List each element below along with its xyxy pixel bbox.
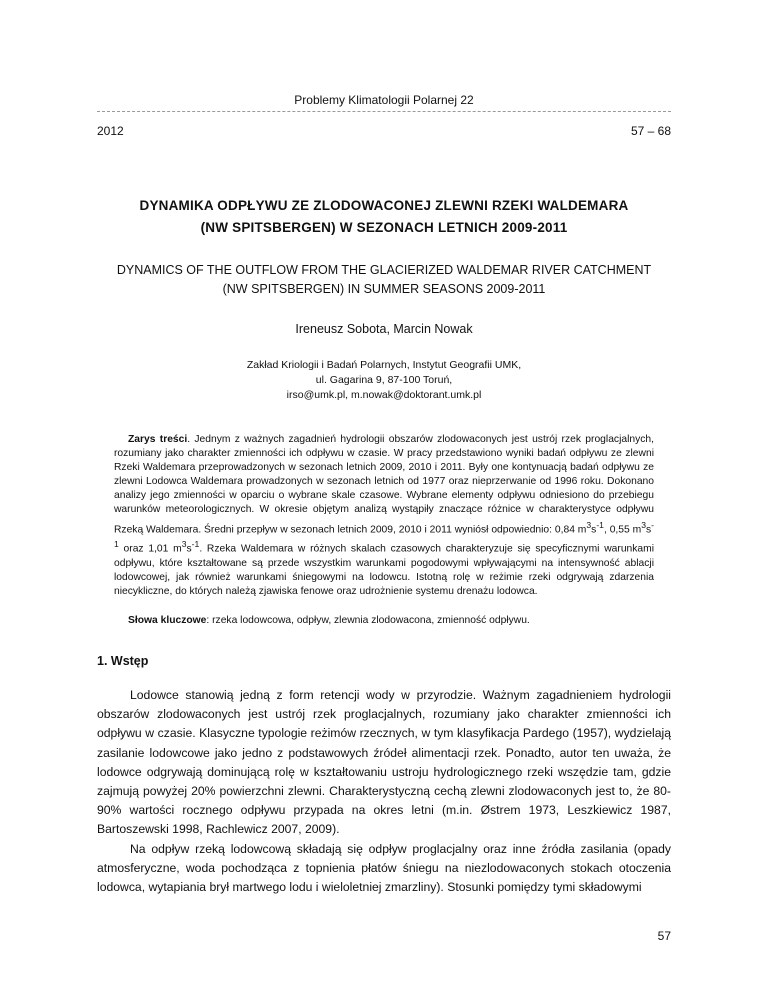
title-english-line-1: DYNAMICS OF THE OUTFLOW FROM THE GLACIERIZED WALDEMAR RIVER CATCHMENT <box>116 263 652 277</box>
section-heading: 1. Wstęp <box>97 654 149 668</box>
unit-superscript: -1 <box>114 519 654 550</box>
page-range: 57 – 68 <box>630 124 671 138</box>
paragraph: Lodowce stanowią jedną z form retencji wody w przyrodzie. Ważnym zagadnieniem hydrologii obszarów zlodowaconych jest ustrój rzek proglacjalnych, rozumiany jako charakter zmienności ich odpływu w czasie. Klasyczne typologie reżimów rzecznych, w tym klasyfikacja Pardego (1957), wydzielają zasilanie lodowcowe jako jedno z podstawowych źródeł alimentacji rzek. Ponadto, autor ten uważa, że lodowce odgrywają dominującą rolę w kształtowaniu ustroju hydrologicznego rzeki wszędzie tam, gdzie zajmują powyżej 20% powierzchni zlewni. Charakterystyczną cechą zlewni zlodowaconych jest to, że 80-90% wartości rocznego odpływu przypada na okres letni (m.in. Østrem 1973, Leszkiewicz 1987, Bartoszewski 1998, Rachlewicz 2007, 2009). <box>97 688 671 837</box>
journal-name: Problemy Klimatologii Polarnej 22 <box>294 93 474 107</box>
abstract-text: . Rzeka Waldemara w różnych skalach czasowych charakteryzuje się specyficznymi warunkami odpływu, które kształtowane są przede wszystkim warunkami pogodowymi wpływającymi na intensywność ablacji lodowcowej, jak również warunkami śniegowymi na lodowcu. Istotną rolę w reżimie rzeki odgrywają zdarzenia niecykliczne, do których należą zjawiska fenowe oraz udrożnienie systemu drenażu lodowca. <box>114 543 655 597</box>
publication-year: 2012 <box>97 124 124 138</box>
title-polish <box>97 195 671 239</box>
title-polish-line-2: (NW SPITSBERGEN) W SEZONACH LETNICH 2009-2011 <box>200 220 568 235</box>
abstract-text: , 0,55 m <box>603 523 642 535</box>
affiliation-line-1: Zakład Kriologii i Badań Polarnych, Instytut Geografii UMK, <box>246 359 522 371</box>
title-english <box>97 261 671 299</box>
keywords-label: Słowa kluczowe <box>128 615 207 626</box>
abstract-label: Zarys treści <box>128 434 188 445</box>
body-text <box>97 686 671 897</box>
abstract <box>114 433 654 599</box>
title-polish-line-1: DYNAMIKA ODPŁYWU ZE ZLODOWACONEJ ZLEWNI RZEKI WALDEMARA <box>139 198 629 213</box>
unit-superscript: -1 <box>596 519 604 530</box>
unit-text: s <box>186 543 192 555</box>
unit-text: s <box>645 523 652 535</box>
abstract-text: . Jednym z ważnych zagadnień hydrologii obszarów zlodowaconych jest ustrój rzek proglacjalnych, rozumiany jako charakter zmienności ich odpływu w czasie. W pracy przedstawiono wyniki badań odpływu ze zlewni Rzeki Waldemara przeprowadzonych w sezonach letnich 2009, 2010 i 2011. Były one kontynuacją badań odpływu ze zlewni Lodowca Waldemara prowadzonych w sezonach letnich od 1977 oraz nieprzerwanie od 1996 roku. Dokonano analizy jego zmienności w oparciu o wybrane skale czasowe. Wybrane elementy odpływu odniesiono do przebiegu warunków meteorologicznych. W okresie objętym analizą wystąpiły znaczące różnice w charakterystyce odpływu Rzeką Waldemara. Średni przepływ w sezonach letnich 2009, 2010 i 2011 wyniósł odpowiednio: 0,84 m <box>114 434 654 535</box>
unit-superscript: 3 <box>641 519 646 530</box>
affiliation-line-2: ul. Gagarina 9, 87-100 Toruń, <box>315 374 453 386</box>
unit-superscript: 3 <box>586 519 592 530</box>
abstract-text: oraz 1,01 m <box>118 543 182 555</box>
title-english-line-2: (NW SPITSBERGEN) IN SUMMER SEASONS 2009-2011 <box>222 282 546 296</box>
affiliation-emails: irso@umk.pl, m.nowak@doktorant.umk.pl <box>286 389 482 401</box>
keywords-text: : rzeka lodowcowa, odpływ, zlewnia zlodowacona, zmienność odpływu. <box>206 615 530 626</box>
unit-text: s <box>591 523 597 535</box>
page-number: 57 <box>657 929 671 943</box>
affiliation <box>97 358 671 403</box>
header-divider <box>97 111 671 112</box>
unit-superscript: -1 <box>191 539 200 550</box>
authors: Ireneusz Sobota, Marcin Nowak <box>295 322 473 336</box>
unit-superscript: 3 <box>181 539 187 550</box>
keywords <box>128 614 654 628</box>
paragraph: Na odpływ rzeką lodowcową składają się odpływ proglacjalny oraz inne źródła zasilania (opady atmosferyczne, woda pochodząca z topnienia płatów śniegu na niezlodowaconych stokach otoczenia lodowca, wytapiania brył martwego lodu i wieloletniej zmarzliny). Stosunki pomiędzy tymi składowymi <box>97 841 671 895</box>
